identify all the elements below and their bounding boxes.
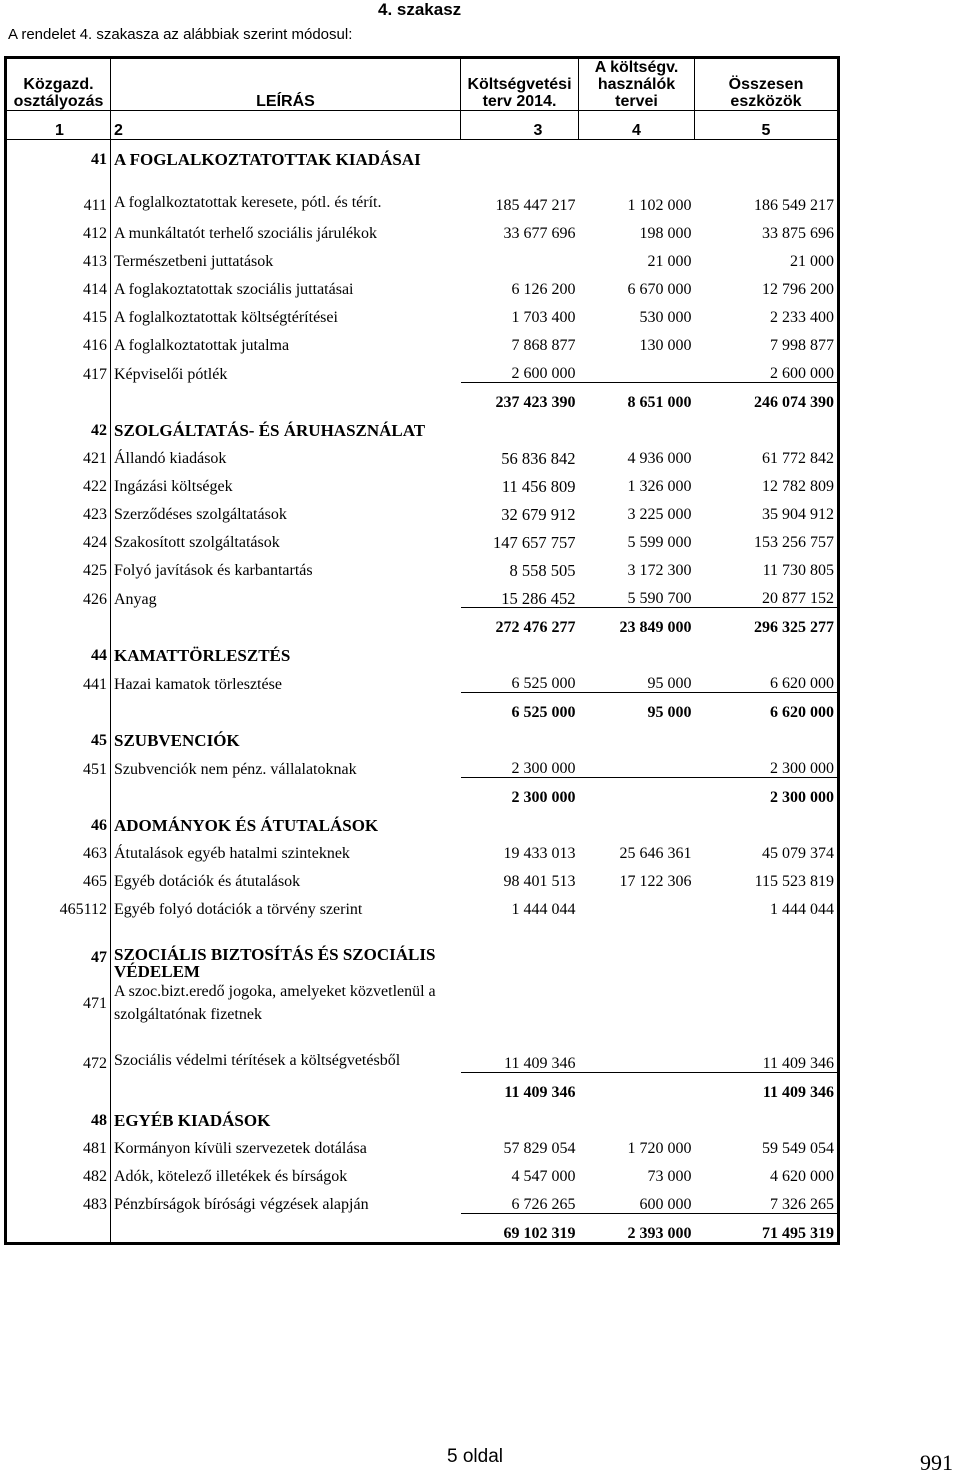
group-code: 44 [6,636,111,664]
empty-cell [111,778,461,807]
header-total: Összesen eszközök [695,58,839,111]
row-budget: 11 409 346 [504,1054,576,1072]
empty-cell [461,411,579,439]
row-users: 4 936 000 [627,450,692,467]
row-description: Adók, kötelező illetékek és bírságok [114,1167,348,1185]
row-budget [461,242,579,270]
row-budget: 19 433 013 [503,845,576,862]
empty-cell [6,608,111,637]
empty-cell [6,1213,111,1243]
table-row [6,890,839,918]
row-code: 423 [6,495,111,523]
intro-text: A rendelet 4. szakasza az alábbiak szerint módosul: [8,26,353,43]
table-row [6,862,839,890]
row-users: 6 670 000 [627,281,692,298]
group-total-row [6,608,839,637]
row-budget: 32 679 912 [501,505,576,524]
row-code: 441 [6,664,111,693]
empty-cell [111,1072,461,1101]
row-total: 12 796 200 [762,281,834,298]
row-description: Átutalások egyéb hatalmi szinteknek [114,845,350,862]
row-users: 21 000 [647,253,692,270]
total-total: 2 300 000 [695,778,839,807]
group-total-row [6,693,839,722]
row-code: 417 [6,354,111,383]
colnum-5: 5 [695,111,839,140]
group-code: 48 [6,1101,111,1129]
row-total: 11 409 346 [762,1054,834,1072]
table-row [6,980,839,1026]
table-row [6,1157,839,1185]
empty-cell [6,778,111,807]
table-row [6,439,839,467]
colnum-1: 1 [6,111,111,140]
colnum-3: 3 [461,111,579,140]
group-heading-row [6,934,839,980]
row-total: 153 256 757 [754,534,834,551]
total-users: 8 651 000 [579,383,695,412]
total-users: 95 000 [579,693,695,722]
group-code: 41 [6,140,111,169]
row-users: 198 000 [639,225,692,242]
total-users: 2 393 000 [579,1213,695,1243]
empty-cell [695,918,839,934]
total-budget: 69 102 319 [461,1213,579,1243]
budget-table [4,56,840,1245]
table-row [6,326,839,354]
empty-cell [111,608,461,637]
empty-cell [695,806,839,834]
row-description: Szociális védelmi térítések a költségvetésből [114,1052,401,1069]
table-row [6,270,839,298]
row-code: 412 [6,214,111,242]
row-code: 471 [6,980,111,1026]
empty-cell [579,636,695,664]
row-code: 465 [6,862,111,890]
row-users: 3 172 300 [627,562,692,579]
total-total: 246 074 390 [695,383,839,412]
row-users: 130 000 [639,337,692,354]
row-code: 426 [6,579,111,608]
row-description: Anyag [114,590,157,608]
row-total: 45 079 374 [762,845,834,862]
row-users [579,354,695,383]
group-total-row [6,383,839,412]
row-budget: 98 401 513 [503,873,576,890]
row-total: 20 877 152 [762,590,834,607]
total-budget: 11 409 346 [461,1072,579,1101]
row-code: 421 [6,439,111,467]
empty-cell [579,1101,695,1129]
row-code: 425 [6,551,111,579]
empty-cell [695,934,839,980]
row-total: 7 326 265 [770,1195,834,1213]
row-description: Szakosított szolgáltatások [114,534,280,551]
row-budget: 1 703 400 [511,309,576,326]
row-budget: 8 558 505 [509,561,576,580]
group-code: 42 [6,411,111,439]
row-description: Természetbeni juttatások [114,253,274,270]
empty-cell [695,140,839,169]
total-budget: 237 423 390 [461,383,579,412]
row-users: 1 720 000 [627,1139,692,1157]
table-row [6,579,839,608]
empty-cell [6,383,111,412]
row-description: Folyó javítások és karbantartás [114,562,313,579]
total-total: 11 409 346 [695,1072,839,1101]
row-code: 422 [6,467,111,495]
row-budget: 2 300 000 [511,760,576,777]
empty-cell [461,934,579,980]
row-budget: 33 677 696 [503,225,576,242]
row-budget: 57 829 054 [503,1139,576,1157]
group-heading-row [6,721,839,749]
empty-cell [695,721,839,749]
empty-cell [579,934,695,980]
colnum-2: 2 [111,111,461,140]
row-users: 73 000 [647,1167,692,1185]
table-row [6,354,839,383]
group-total-row [6,1072,839,1101]
row-users: 5 590 700 [627,590,692,607]
row-code: 481 [6,1129,111,1157]
row-total: 33 875 696 [762,225,834,242]
total-users [579,1072,695,1101]
row-code: 424 [6,523,111,551]
row-description: Kormányon kívüli szervezetek dotálása [114,1139,367,1157]
group-title: EGYÉB KIADÁSOK [114,1110,271,1130]
row-users: 95 000 [647,675,692,692]
row-description: A foglalkoztatottak jutalma [114,337,290,354]
row-total [695,980,839,1026]
row-code: 413 [6,242,111,270]
empty-cell [461,1101,579,1129]
row-users: 17 122 306 [619,873,692,890]
page-number: 991 [920,1450,953,1475]
row-total: 115 523 819 [754,873,834,890]
empty-cell [579,721,695,749]
row-budget: 185 447 217 [495,197,576,214]
table-header-row [6,58,839,111]
group-title: KAMATTÖRLESZTÉS [114,646,291,665]
row-description: Hazai kamatok törlesztése [114,675,282,693]
group-title: SZOLGÁLTATÁS- ÉS ÁRUHASZNÁLAT [114,421,426,440]
row-total: 2 233 400 [770,309,834,326]
group-total-row [6,778,839,807]
empty-cell [579,918,695,934]
total-budget: 6 525 000 [461,693,579,722]
colnum-4: 4 [579,111,695,140]
group-total-row [6,1213,839,1243]
row-budget: 6 525 000 [511,675,576,692]
row-description: A foglalkoztatottak keresete, pótl. és térít. [114,194,382,211]
row-description: Szerződéses szolgáltatások [114,506,287,523]
row-budget: 11 456 809 [501,477,576,496]
row-total: 59 549 054 [762,1139,834,1157]
table-row [6,1185,839,1214]
row-total: 21 000 [790,253,834,270]
row-budget: 7 868 877 [511,337,576,354]
group-code: 45 [6,721,111,749]
header-code: Közgazd. osztályozás [6,58,111,111]
row-users: 25 646 361 [619,845,692,862]
row-description: Ingázási költségek [114,478,233,495]
table-row [6,551,839,579]
row-code: 482 [6,1157,111,1185]
table-row [6,523,839,551]
table-row [6,298,839,326]
row-total: 11 730 805 [762,562,834,579]
table-row [6,495,839,523]
empty-cell [461,806,579,834]
row-total: 7 998 877 [770,337,834,354]
row-users [579,1026,695,1072]
table-row [6,168,839,214]
group-title: ADOMÁNYOK ÉS ÁTUTALÁSOK [114,816,379,835]
empty-cell [579,140,695,169]
row-code: 483 [6,1185,111,1214]
table-row [6,467,839,495]
row-budget: 6 726 265 [511,1195,576,1213]
row-users: 1 326 000 [627,478,692,495]
row-users: 600 000 [639,1195,692,1213]
row-users [579,749,695,778]
total-total: 6 620 000 [695,693,839,722]
row-description: Szubvenciók nem pénz. vállalatoknak [114,760,357,778]
row-budget: 2 600 000 [511,365,576,382]
empty-cell [695,1101,839,1129]
row-users: 3 225 000 [627,506,692,523]
group-heading-row [6,636,839,664]
row-code: 416 [6,326,111,354]
row-users: 5 599 000 [627,534,692,551]
empty-cell [695,411,839,439]
row-budget [461,980,579,1026]
row-description: Pénzbírságok bírósági végzések alapján [114,1196,369,1213]
row-code: 414 [6,270,111,298]
row-code: 451 [6,749,111,778]
empty-cell [461,918,579,934]
row-budget: 56 836 842 [501,449,576,468]
empty-cell [111,918,461,934]
header-budget: Költségvetési terv 2014. [461,58,579,111]
page-label: 5 oldal [447,1446,503,1467]
spacer-row [6,918,839,934]
empty-cell [695,636,839,664]
row-description: Egyéb folyó dotációk a törvény szerint [114,901,363,918]
row-users [579,890,695,918]
section-title: 4. szakasz [378,0,462,19]
empty-cell [579,411,695,439]
row-users [579,980,695,1026]
total-budget: 2 300 000 [461,778,579,807]
row-budget: 4 547 000 [511,1167,576,1185]
row-code: 415 [6,298,111,326]
empty-cell [111,1213,461,1243]
row-total: 4 620 000 [770,1167,834,1185]
group-code: 47 [6,934,111,980]
group-heading-row [6,806,839,834]
table-row [6,242,839,270]
empty-cell [111,383,461,412]
empty-cell [579,806,695,834]
group-title: SZUBVENCIÓK [114,731,240,750]
group-heading-row [6,1101,839,1129]
group-heading-row [6,411,839,439]
total-total: 296 325 277 [695,608,839,637]
row-total: 1 444 044 [770,901,834,918]
group-title: A FOGLALKOZTATOTTAK KIADÁSAI [114,150,421,169]
row-total: 12 782 809 [762,478,834,495]
empty-cell [461,140,579,169]
row-total: 35 904 912 [762,506,834,523]
empty-cell [6,693,111,722]
row-total: 6 620 000 [770,675,834,692]
row-description: A szoc.bizt.eredő jogoka, amelyeket közvetlenül a szolgáltatónak fizetnek [114,983,436,1023]
header-users: A költségv. használók tervei [579,58,695,111]
row-description: A munkáltatót terhelő szociális járulékok [114,225,378,242]
row-total: 61 772 842 [762,450,834,467]
row-total: 186 549 217 [754,197,834,214]
row-total: 2 600 000 [770,365,834,382]
row-code: 465112 [6,890,111,918]
row-budget: 15 286 452 [501,589,576,608]
table-row [6,214,839,242]
row-code: 411 [6,168,111,214]
row-description: Képviselői pótlék [114,365,228,383]
row-code: 472 [6,1026,111,1072]
total-users [579,778,695,807]
table-row [6,834,839,862]
row-budget: 1 444 044 [511,901,576,918]
empty-cell [461,636,579,664]
total-budget: 272 476 277 [461,608,579,637]
row-budget: 147 657 757 [493,533,576,552]
header-desc: LEÍRÁS [111,58,461,111]
table-row [6,1026,839,1072]
table-row [6,749,839,778]
group-code: 46 [6,806,111,834]
empty-cell [6,1072,111,1101]
column-number-row [6,111,839,140]
total-total: 71 495 319 [695,1213,839,1243]
row-users: 530 000 [639,309,692,326]
row-total: 2 300 000 [770,760,834,777]
empty-cell [6,918,111,934]
empty-cell [461,721,579,749]
row-description: Állandó kiadások [114,450,227,467]
group-title: SZOCIÁLIS BIZTOSÍTÁS ÉS SZOCIÁLIS VÉDELEM [114,945,436,981]
table-row [6,664,839,693]
total-users: 23 849 000 [579,608,695,637]
row-users: 1 102 000 [627,197,692,214]
empty-cell [111,693,461,722]
row-description: Egyéb dotációk és átutalások [114,873,301,890]
row-budget: 6 126 200 [511,281,576,298]
row-description: A foglakoztatottak szociális juttatásai [114,281,354,298]
group-heading-row [6,140,839,169]
table-row [6,1129,839,1157]
row-code: 463 [6,834,111,862]
row-description: A foglalkoztatottak költségtérítései [114,309,338,326]
